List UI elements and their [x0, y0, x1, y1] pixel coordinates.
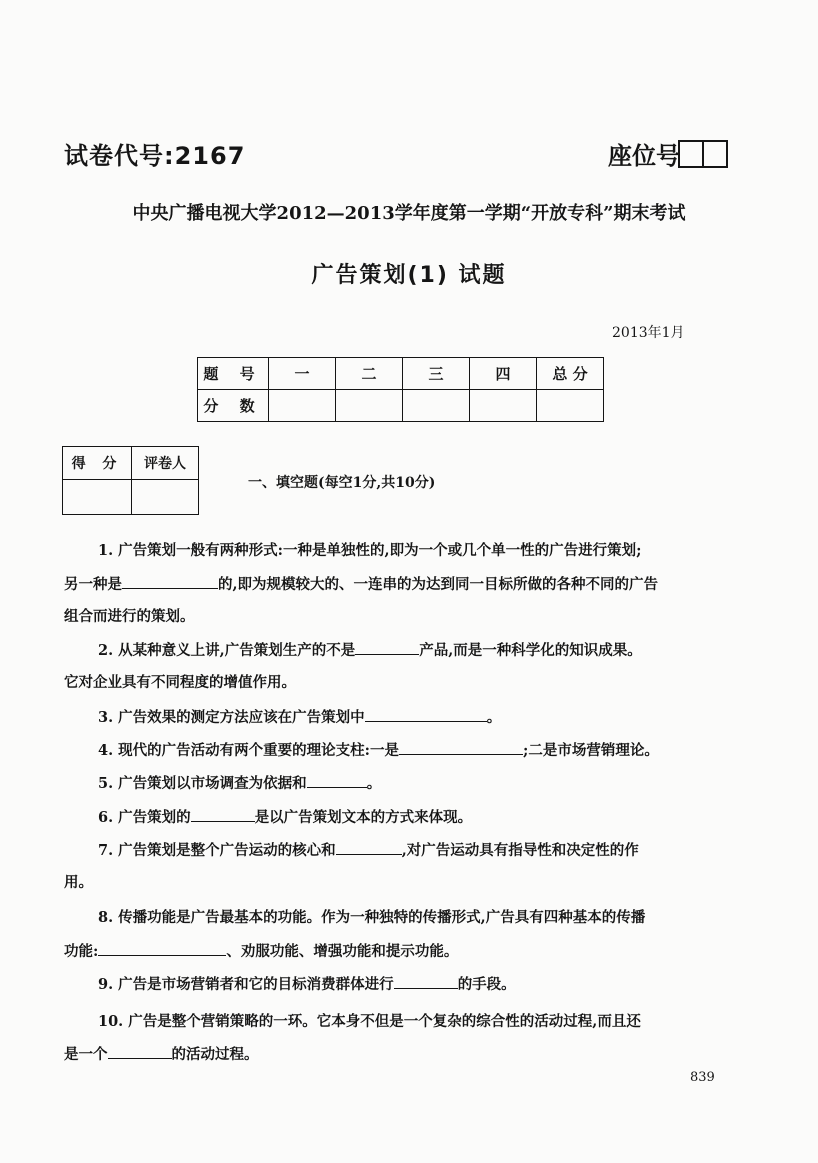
question-text: 9. 广告是市场营销者和它的目标消费群体进行	[98, 976, 394, 993]
score-cell[interactable]	[470, 390, 537, 422]
grader-entry-cell[interactable]	[132, 480, 199, 515]
score-cell[interactable]	[403, 390, 470, 422]
question-text: 另一种是	[64, 576, 122, 593]
answer-blank[interactable]	[365, 707, 487, 722]
section-heading: 一、填空题(每空1分,共10分)	[248, 475, 436, 491]
question-1-line-2	[64, 574, 736, 595]
question-text: 是以广告策划文本的方式来体现。	[254, 809, 473, 826]
score-label: 得 分	[63, 447, 132, 480]
answer-blank[interactable]	[355, 640, 419, 655]
seat-number	[608, 136, 728, 171]
question-text: 2. 从某种意义上讲,广告策划生产的不是	[98, 642, 356, 659]
institution-line: 中央广播电视大学2012—2013学年度第一学期“开放专科”期末考试	[132, 203, 686, 224]
question-1-line-3: 组合而进行的策划。	[64, 608, 195, 625]
score-row-label: 分 数	[198, 390, 269, 422]
score-cell[interactable]	[537, 390, 604, 422]
question-8-line-1: 8. 传播功能是广告最基本的功能。作为一种独特的传播形式,广告具有四种基本的传播	[98, 909, 646, 926]
question-text: 5. 广告策划以市场调查为依据和	[98, 775, 307, 792]
answer-blank[interactable]	[191, 807, 255, 822]
score-cell[interactable]	[336, 390, 403, 422]
question-text: ,对广告运动具有指导性和决定性的作	[401, 842, 639, 859]
seat-label: 座位号	[608, 142, 680, 170]
answer-blank[interactable]	[108, 1044, 172, 1059]
question-text: 是一个	[64, 1046, 108, 1063]
question-4	[64, 740, 770, 761]
score-table-score-row	[198, 390, 604, 422]
answer-blank[interactable]	[307, 773, 367, 788]
question-3	[64, 707, 770, 728]
score-table-header: 总 分	[537, 358, 604, 390]
score-table-header: 二	[336, 358, 403, 390]
question-1-line-1: 1. 广告策划一般有两种形式:一种是单独性的,即为一个或几个单一性的广告进行策划;	[98, 542, 642, 559]
score-table-header: 四	[470, 358, 537, 390]
score-cell[interactable]	[269, 390, 336, 422]
score-table-header: 一	[269, 358, 336, 390]
answer-blank[interactable]	[394, 974, 458, 989]
answer-blank[interactable]	[98, 941, 226, 956]
answer-blank[interactable]	[336, 840, 402, 855]
question-text: 。	[486, 709, 502, 726]
question-text: 6. 广告策划的	[98, 809, 191, 826]
question-7-line-1	[64, 840, 770, 861]
answer-blank[interactable]	[122, 574, 218, 589]
question-5	[64, 773, 770, 794]
score-table-header: 三	[403, 358, 470, 390]
question-text: 产品,而是一种科学化的知识成果。	[419, 642, 642, 659]
grader-table	[62, 446, 199, 515]
question-10-line-1: 10. 广告是整个营销策略的一环。它本身不但是一个复杂的综合性的活动过程,而且还	[98, 1013, 641, 1030]
question-text: 4. 现代的广告活动有两个重要的理论支柱:一是	[98, 742, 400, 759]
answer-blank[interactable]	[399, 740, 523, 755]
exam-date: 2013年1月	[612, 325, 685, 341]
question-text: 。	[366, 775, 382, 792]
question-8-line-2	[64, 941, 736, 962]
score-table-header-row	[198, 358, 604, 390]
question-text: 功能:	[64, 943, 99, 960]
question-text: ;二是市场营销理论。	[523, 742, 659, 759]
question-text: 的活动过程。	[171, 1046, 259, 1063]
question-text: 的,即为规模较大的、一连串的为达到同一目标所做的各种不同的广告	[218, 576, 659, 593]
question-text: 的手段。	[457, 976, 516, 993]
score-table	[197, 357, 604, 422]
question-7-line-2: 用。	[64, 874, 93, 891]
score-entry-cell[interactable]	[63, 480, 132, 515]
question-text: 7. 广告策划是整个广告运动的核心和	[98, 842, 336, 859]
question-6	[64, 807, 770, 828]
seat-box	[678, 140, 704, 168]
exam-title: 广告策划(1) 试题	[311, 263, 507, 288]
question-text: 3. 广告效果的测定方法应该在广告策划中	[98, 709, 365, 726]
paper-code: 试卷代号:2167	[64, 142, 246, 170]
question-9	[64, 974, 770, 995]
question-2-line-1	[64, 640, 770, 661]
grader-label: 评卷人	[132, 447, 199, 480]
page-number: 839	[690, 1070, 715, 1085]
question-10-line-2	[64, 1044, 736, 1065]
question-2-line-2: 它对企业具有不同程度的增值作用。	[64, 674, 296, 691]
seat-box	[702, 140, 728, 168]
question-text: 、劝服功能、增强功能和提示功能。	[226, 943, 459, 960]
score-table-header: 题 号	[198, 358, 269, 390]
